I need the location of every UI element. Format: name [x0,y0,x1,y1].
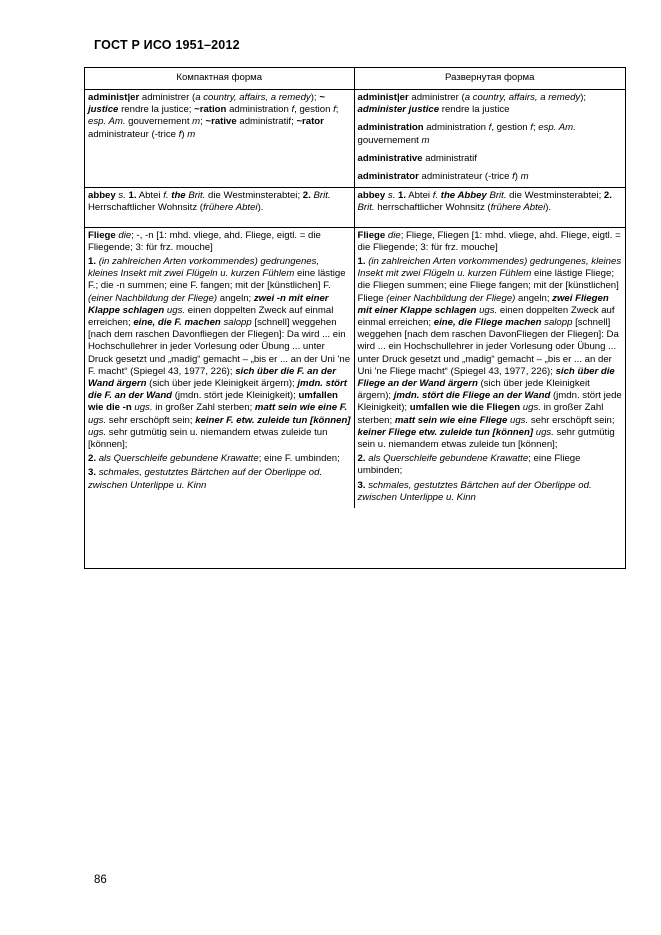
table-row [85,90,625,188]
entry-expanded-administer: administ|er administrer (a country, affairs, a remedy); administer justice rendre la justice administration administration f, gestion f; esp. Am. gouvernement m administrative administratif administrator administrateur (-trice f) m [354,90,625,188]
column-header-compact: Компактная форма [85,68,354,90]
page-number: 86 [94,874,107,886]
entry-expanded-fliege: Fliege die; Fliege, Fliegen [1: mhd. vliege, ahd. Fliege, eigtl. = die Fliegende; 3: für frz. mouche] 1. (in zahlreichen Arten vorkommendes) gedrungenes, kleines Insekt mit zwei Flügeln u. kurzen Fühlem eine lästige Fliege; die Fliegen summen; eine Fliege fangen; mit der [künstlichen] Fliege (einer Nachbildung der Fliege) angeln; zwei Fliegen mit einer Klappe schlagen ugs. einen doppelten Zweck auf einmal erreichen; eine, die Fliege machen salopp [schnell] weggehen [nach dem raschen DavonFliegen der Fliegen]: Da wird ... ein Hochschullehrer in jeder Vorlesung oder Übung ... unter Druck gesetzt und „madig“ gemacht – „bis er ... an der Uni 'ne Fliege macht“ (Spiegel 43, 1977, 226); sich über die Fliege an der Wand ärgern (sich über jede Kleinigkeit ärgern); jmdn. stört die Fliege an der Wand (jmdn. stört jede Kleinigkeit); umfallen wie die Fliegen ugs. in großer Zahl sterben; matt sein wie eine Fliege ugs. sehr erschöpft sein; keiner Fliege etw. zuleide tun [können] ugs. sehr gutmütig sein u. niemandem etwas zuleide tun [können]; 2. als Querschleife gebundene Krawatte; eine Fliege umbinden; 3. schmales, gestutztes Bärtchen auf der Oberlippe od. zwischen Unterlippe u. Kinn [357,229,622,503]
entry-compact-fliege: Fliege die; -, -n [1: mhd. vliege, ahd. Fliege, eigtl. = die Fliegende; 3: für frz. mouche] 1. (in zahlreichen Arten vorkommendes) gedrungenes, kleines Insekt mit zwei Flügeln u. kurzen Fühlem eine lästige F.; die -n summen; eine F. fangen; mit der [künstlichen] F. (einer Nachbildung der Fliege) angeln; zwei -n mit einer Klappe schlagen ugs. einen doppelten Zweck auf einmal erreichen; eine, die F. machen salopp [schnell] weggehen [nach dem raschen Davonfliegen der Fliegen]: Da wird ... ein Hochschullehrer in jeder Vorlesung oder Übung ... unter Druck gesetzt und „madig“ gemacht – „bis er ... an der Uni 'ne F. macht“ (Spiegel 43, 1977, 226); sich über die F. an der Wand ärgern (sich über jede Kleinigkeit ärgern); jmdn. stört die F. an der Wand (jmdn. stört jede Kleinigkeit); umfallen wie die -n ugs. in großer Zahl sterben; matt sein wie eine F. ugs. sehr erschöpft sein; keiner F. etw. zuleide tun [können] ugs. sehr gutmütig sein u. niemandem etwas zuleide tun [können]; 2. als Querschleife gebundene Krawatte; eine F. umbinden; 3. schmales, gestutztes Bärtchen auf der Oberlippe od. zwischen Unterlippe u. Kinn [85,227,354,508]
column-header-expanded: Развернутая форма [354,68,625,90]
entry-compact-administer: administ|er administrer (a country, affairs, a remedy); ~ justice rendre la justice; ~ration administration f, gestion f; esp. Am. gouvernement m; ~rative administratif; ~rator administrateur (-trice f) m [85,90,354,188]
entry-expanded-abbey: abbey s. 1. Abtei f. the Abbey Brit. die Westminsterabtei; 2. Brit. herrschaftlicher Wohnsitz (frühere Abtei). [354,188,625,227]
table-header-row [85,68,625,90]
document-header: ГОСТ Р ИСО 1951–2012 [94,38,240,52]
dictionary-table [84,67,626,569]
entry-compact-abbey: abbey s. 1. Abtei f. the Brit. die Westminsterabtei; 2. Brit. Herrschaftlicher Wohnsitz (frühere Abtei). [85,188,354,227]
table-row [85,188,625,227]
table-row [85,227,625,508]
